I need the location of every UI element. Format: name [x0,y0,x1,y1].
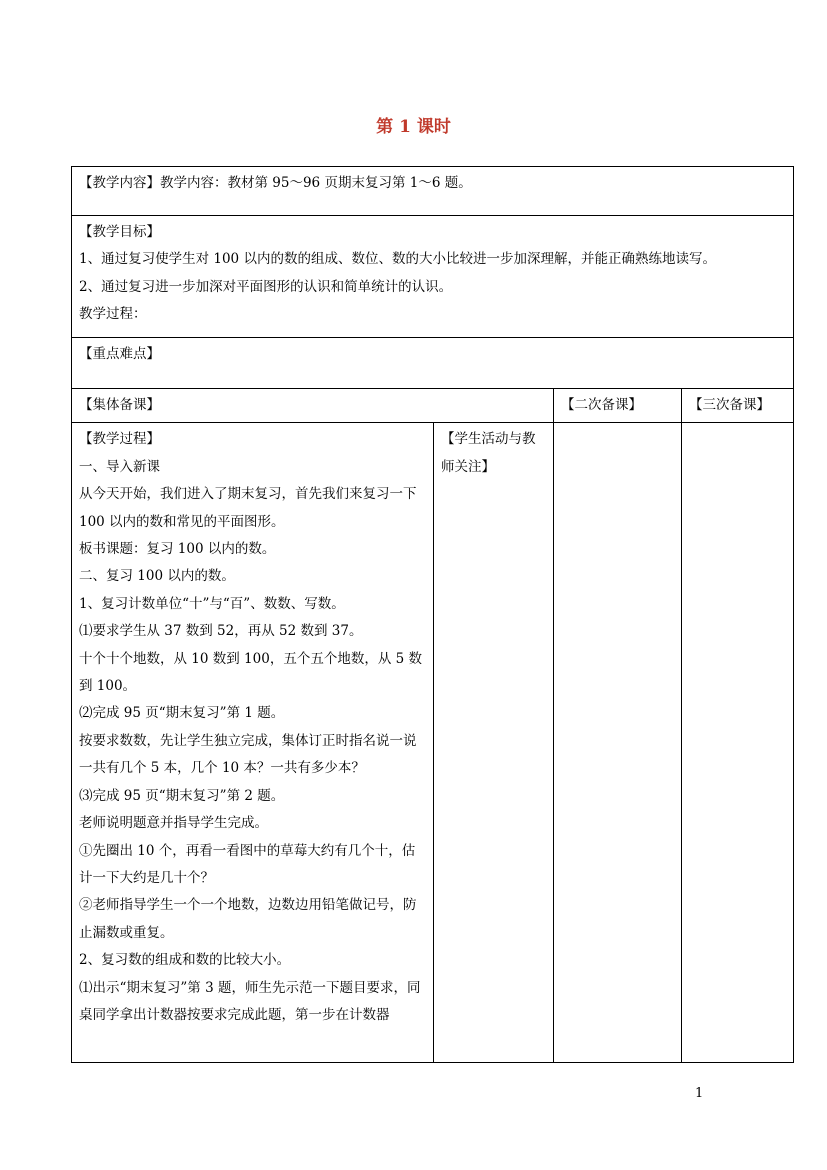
side-note-label: 【学生活动与教师关注】 [441,431,536,475]
content-cell [72,167,794,216]
process-line: ⑴要求学生从 37 数到 52，再从 52 数到 37。 [79,623,363,640]
third-prep-cell [682,389,794,423]
process-line: ⑵完成 95 页“期末复习”第 1 题。 [79,705,285,722]
preparation-header-row [72,389,794,423]
content-row [72,167,794,216]
process-line: 按要求数数，先让学生独立完成，集体订正时指名说一说一共有几个 5 本，几个 10 本？一共有多少本？ [79,732,417,777]
collective-prep-cell [72,389,554,423]
page-title: 第 1 课时 [376,117,451,137]
process-line: ①先圈出 10 个，再看一看图中的草莓大约有几个十，估计一下大约是几十个？ [79,842,416,886]
process-line: ⑶完成 95 页“期末复习”第 2 题。 [79,787,285,804]
side-note-cell [434,423,554,1063]
process-row [72,423,794,1063]
content-text: 教学内容：教材第 95～96 页期末复习第 1～6 题。 [160,175,472,191]
third-prep-body-cell [682,423,794,1063]
second-prep-cell [554,389,682,423]
objectives-cell [72,216,794,338]
page-number: 1 [695,1086,704,1101]
second-prep-body-cell [554,423,682,1063]
key-points-label: 【重点难点】 [79,346,160,362]
content-label: 【教学内容】 [79,175,160,191]
process-line: 从今天开始，我们进入了期末复习，首先我们来复习一下 100 以内的数和常见的平面图形。 [79,486,417,530]
process-line: 板书课题：复习 100 以内的数。 [79,541,276,558]
objectives-label: 【教学目标】 [79,224,160,240]
lesson-plan-table [71,166,794,1063]
process-line: 二、复习 100 以内的数。 [79,568,235,585]
process-label: 教学过程： [79,306,147,323]
process-cell [72,423,434,1063]
key-points-row [72,338,794,389]
process-line: 1、复习计数单位“十”与“百”、数数、写数。 [79,595,345,612]
second-prep-label: 【二次备课】 [561,397,642,413]
key-points-cell [72,338,794,389]
process-line: ②老师指导学生一个一个地数，边数边用铅笔做记号，防止漏数或重复。 [79,897,417,941]
process-line: 十个十个地数，从 10 数到 100，五个五个地数，从 5 数到 100。 [79,650,422,695]
objective-item: 1、通过复习使学生对 100 以内的数的组成、数位、数的大小比较进一步加深理解，并能正确熟练地读写。 [79,251,716,268]
process-line: 老师说明题意并指导学生完成。 [79,815,268,832]
objective-item: 2、通过复习进一步加深对平面图形的认识和简单统计的认识。 [79,278,453,295]
process-line: ⑴出示“期末复习”第 3 题，师生先示范一下题目要求，同桌同学拿出计数器按要求完成此题，第一步在计数器 [79,979,421,1023]
third-prep-label: 【三次备课】 [689,397,770,413]
process-heading: 【教学过程】 [79,431,160,448]
objectives-row [72,216,794,338]
collective-prep-label: 【集体备课】 [79,397,160,413]
process-line: 2、复习数的组成和数的比较大小。 [79,952,291,969]
process-line: 一、导入新课 [79,458,160,475]
